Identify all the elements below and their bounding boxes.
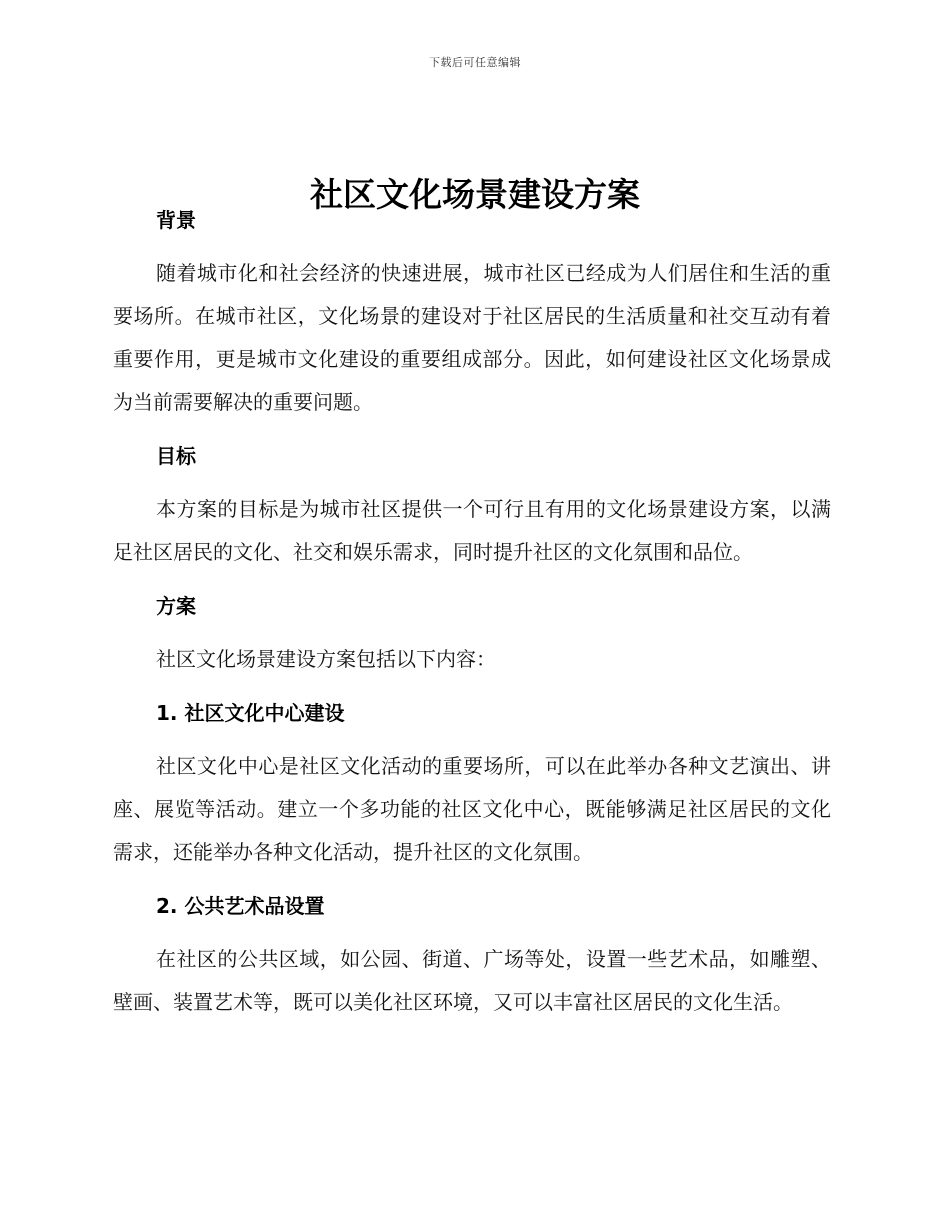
document-title: 社区文化场景建设方案 <box>310 175 640 215</box>
paragraph-public-art: 在社区的公共区域，如公园、街道、广场等处，设置一些艺术品，如雕塑、壁画、装置艺术等，既可以美化社区环境，又可以丰富社区居民的文化生活。 <box>113 947 831 1014</box>
paragraph-plan-intro: 社区文化场景建设方案包括以下内容： <box>156 647 496 671</box>
page-header-note: 下载后可任意编辑 <box>429 56 521 69</box>
section-heading-plan: 方案 <box>156 594 196 618</box>
paragraph-goal: 本方案的目标是为城市社区提供一个可行且有用的文化场景建设方案，以满足社区居民的文化、社交和娱乐需求，同时提升社区的文化氛围和品位。 <box>113 497 831 564</box>
subsection-heading-culture-center: 1. 社区文化中心建设 <box>156 701 345 725</box>
paragraph-culture-center: 社区文化中心是社区文化活动的重要场所，可以在此举办各种文艺演出、讲座、展览等活动。建立一个多功能的社区文化中心，既能够满足社区居民的文化需求，还能举办各种文化活动，提升社区的文化氛围。 <box>113 754 831 864</box>
paragraph-background: 随着城市化和社会经济的快速进展，城市社区已经成为人们居住和生活的重要场所。在城市社区，文化场景的建设对于社区居民的生活质量和社交互动有着重要作用，更是城市文化建设的重要组成部分。因此，如何建设社区文化场景成为当前需要解决的重要问题。 <box>113 261 831 414</box>
subsection-heading-public-art: 2. 公共艺术品设置 <box>156 894 325 918</box>
section-heading-background: 背景 <box>156 208 196 232</box>
document-body <box>113 202 831 1024</box>
section-heading-goal: 目标 <box>156 444 196 468</box>
